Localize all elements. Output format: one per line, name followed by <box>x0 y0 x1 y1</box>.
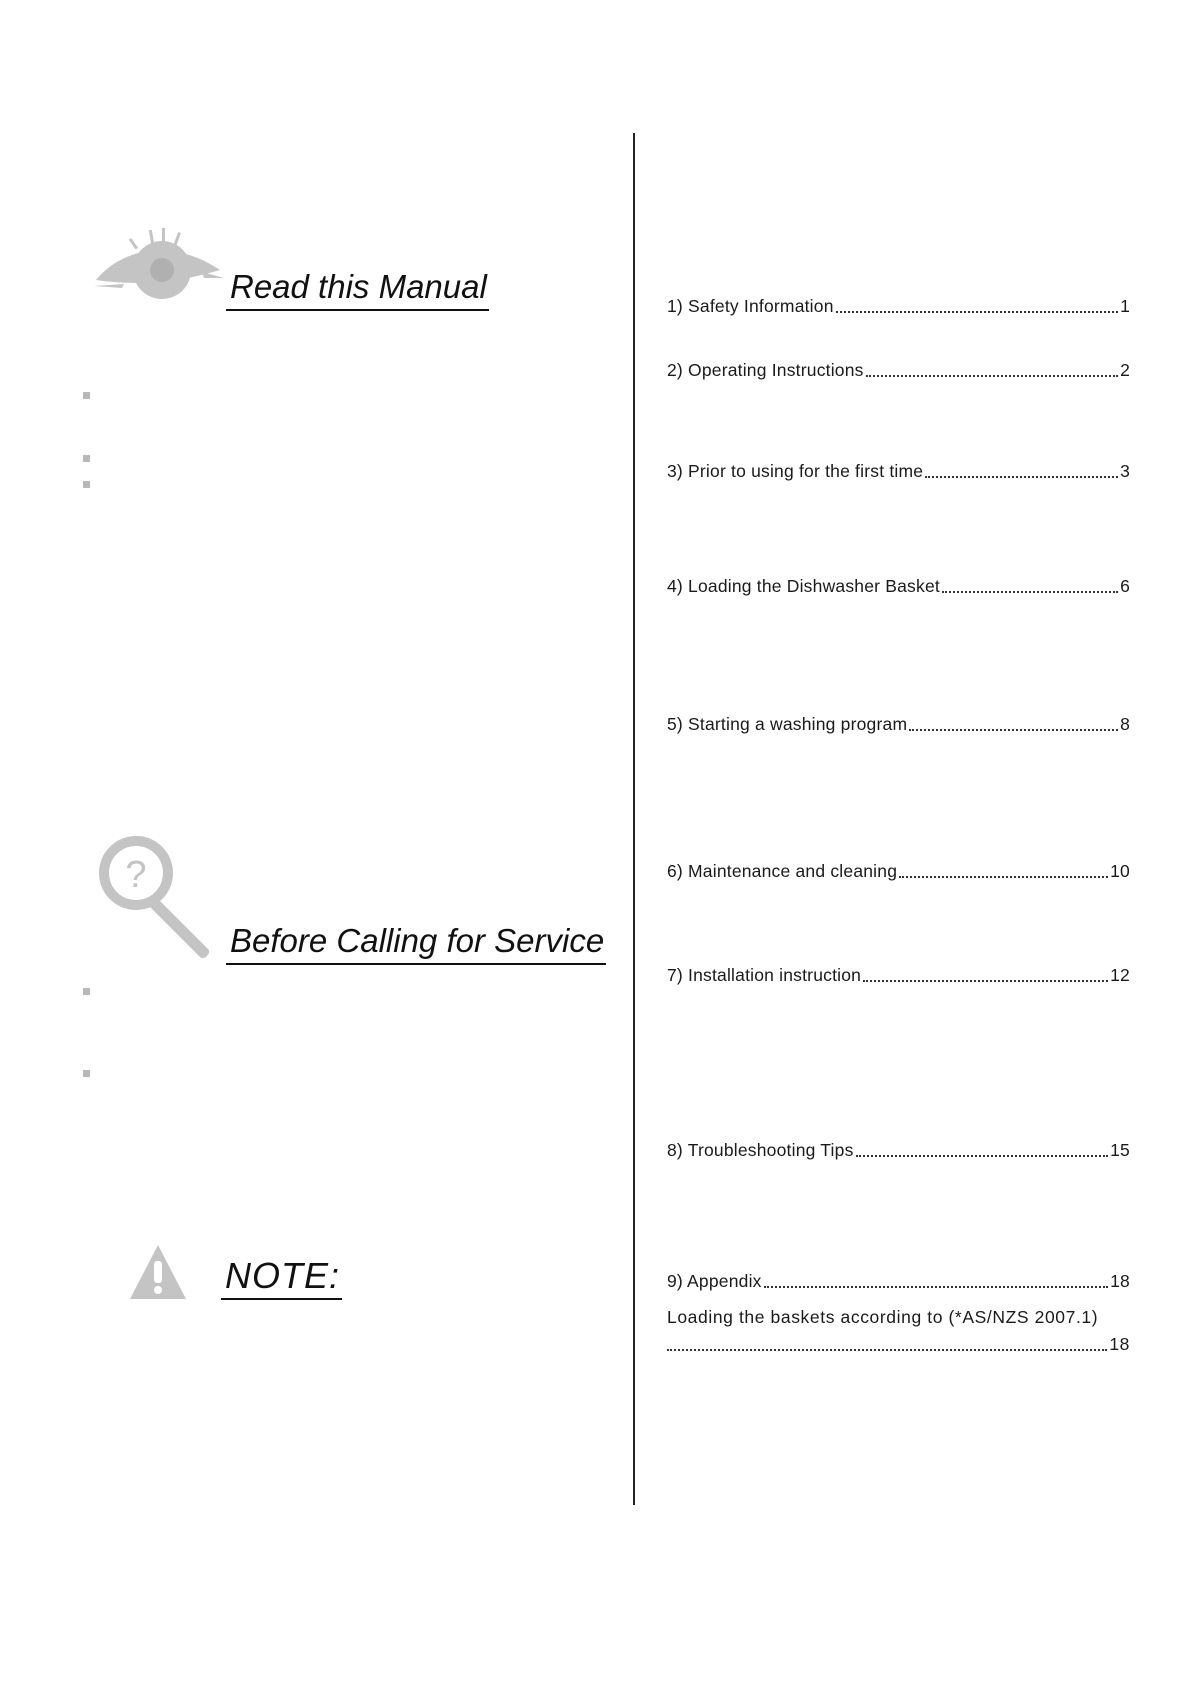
bullet-marker <box>83 1070 90 1077</box>
note-heading: NOTE: <box>221 1257 342 1300</box>
toc-leader <box>925 458 1118 478</box>
toc-page: 6 <box>1120 575 1130 596</box>
bullet-marker <box>83 455 90 462</box>
bullet-marker <box>83 988 90 995</box>
toc-leader <box>866 357 1118 377</box>
bullet-marker <box>83 481 90 488</box>
toc-label: 2) Operating Instructions <box>667 359 864 380</box>
toc-page: 8 <box>1120 713 1130 734</box>
toc-page: 3 <box>1120 460 1130 481</box>
toc-leader <box>836 293 1118 313</box>
toc-entry[interactable] <box>667 572 1130 597</box>
bullet-marker <box>83 392 90 399</box>
toc-sub-label: Loading the baskets according to (*AS/NZS 2007.1) <box>667 1307 1099 1327</box>
toc-label: 6) Maintenance and cleaning <box>667 860 898 881</box>
toc-entry[interactable] <box>667 457 1130 482</box>
toc-leader <box>899 858 1108 878</box>
toc-entry[interactable] <box>667 857 1130 882</box>
toc-entry[interactable] <box>667 292 1130 317</box>
column-divider <box>633 133 635 1505</box>
toc-label: 9) Appendix <box>667 1270 762 1291</box>
warning-triangle-icon <box>128 1243 188 1301</box>
toc-label: 7) Installation instruction <box>667 964 862 985</box>
toc-label: 3) Prior to using for the first time <box>667 460 924 481</box>
toc-page: 1 <box>1120 295 1130 316</box>
toc-page: 18 <box>1110 1270 1130 1291</box>
eye-icon <box>92 228 226 310</box>
toc-leader <box>667 1331 1107 1351</box>
toc-subentry[interactable] <box>667 1307 1130 1355</box>
toc-label: 4) Loading the Dishwasher Basket <box>667 575 940 596</box>
toc-label: 1) Safety Information <box>667 295 834 316</box>
toc-entry[interactable] <box>667 1136 1130 1161</box>
toc-page: 2 <box>1120 359 1130 380</box>
svg-text:?: ? <box>125 854 147 896</box>
toc-entry[interactable] <box>667 356 1130 381</box>
toc-label: 5) Starting a washing program <box>667 713 908 734</box>
magnifier-question-icon <box>96 833 216 961</box>
toc-label: 8) Troubleshooting Tips <box>667 1139 854 1160</box>
toc-leader <box>909 711 1118 731</box>
toc-leader <box>942 573 1118 593</box>
toc-leader <box>856 1137 1109 1157</box>
toc-entry[interactable] <box>667 710 1130 735</box>
toc-entry[interactable] <box>667 1267 1130 1292</box>
toc-page: 15 <box>1110 1139 1130 1160</box>
toc-entry[interactable] <box>667 961 1130 986</box>
service-heading: Before Calling for Service <box>226 922 606 965</box>
toc-page: 18 <box>1109 1333 1130 1354</box>
toc-page: 12 <box>1110 964 1130 985</box>
toc-leader <box>764 1268 1108 1288</box>
read-manual-heading: Read this Manual <box>226 268 489 311</box>
toc-leader <box>863 962 1108 982</box>
toc-page: 10 <box>1110 860 1130 881</box>
